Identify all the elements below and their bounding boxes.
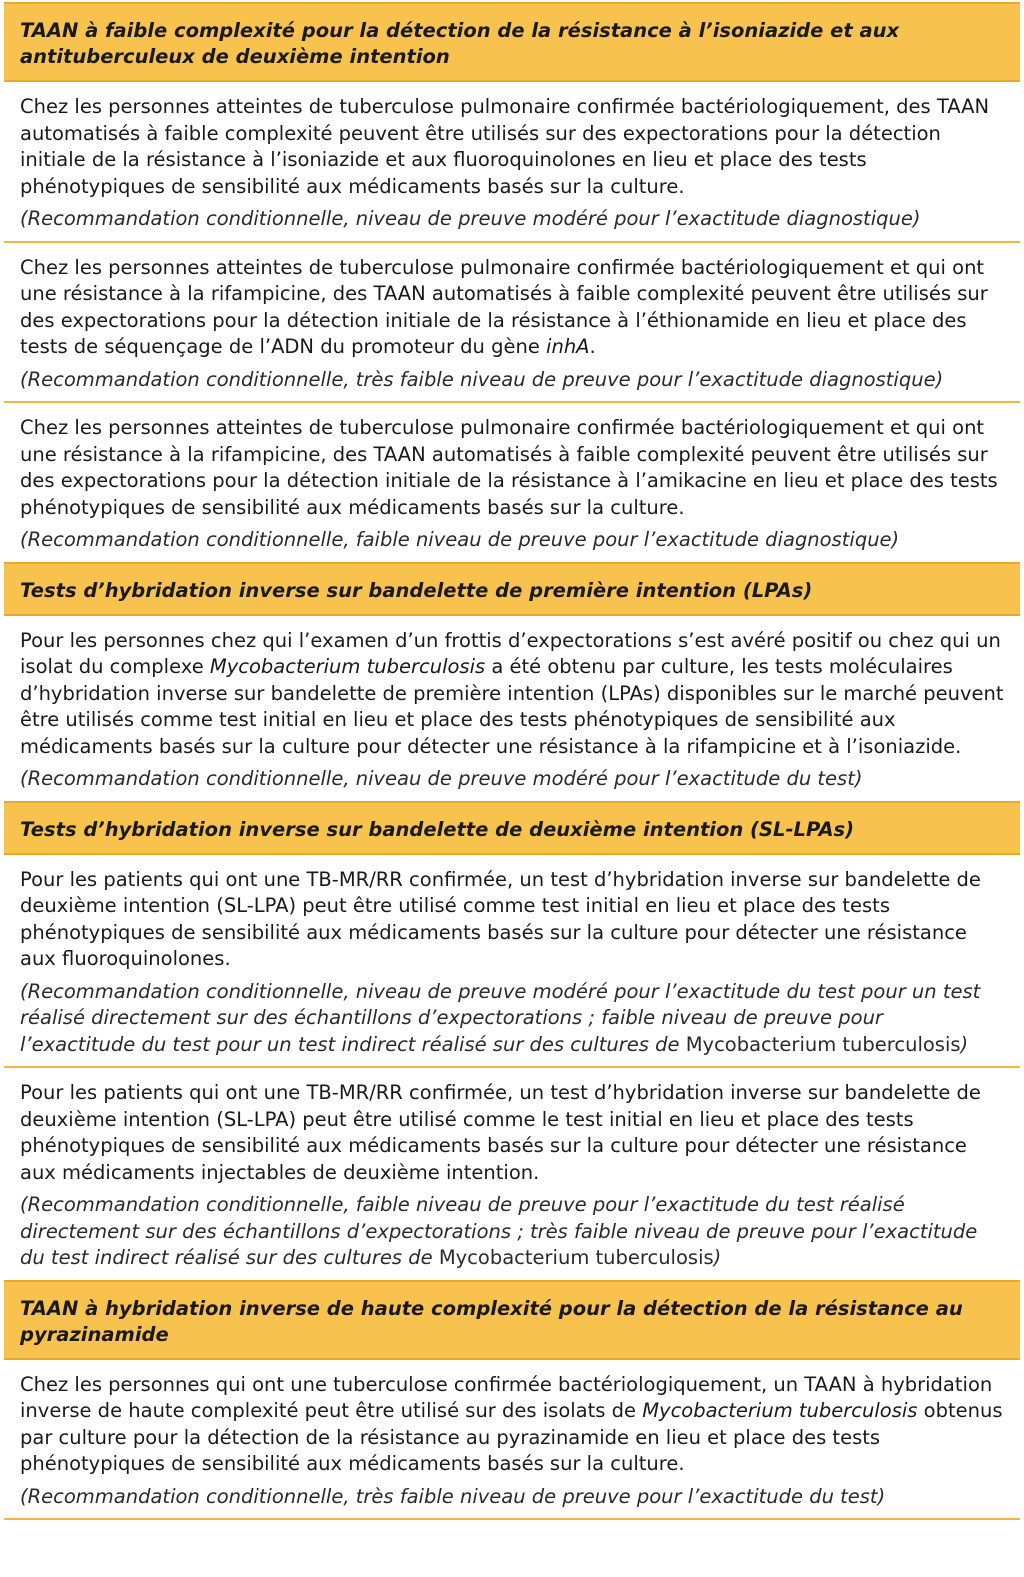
recommendation-note: (Recommandation conditionnelle, faible niveau de preuve pour l’exactitude diagnostique) [20, 528, 900, 551]
species-name: Mycobacterium tuberculosis [685, 1032, 961, 1056]
recommendation-text: Chez les personnes atteintes de tuberculose pulmonaire confirmée bactériologiquement, des TAAN automatisés à faible complexité peuvent être utilisés sur des expectorations pour la détection initiale de la résistance à l’isoniazide et aux fluoroquinolones en lieu et place des tests phénotypiques de sensibilité aux médicaments basés sur la culture. [20, 95, 990, 198]
section-header: Tests d’hybridation inverse sur bandelette de deuxième intention (SL-LPAs) [4, 801, 1020, 855]
recommendations-document [4, 2, 1020, 1520]
recommendation-note: (Recommandation conditionnelle, très faible niveau de preuve pour l’exactitude diagnostique) [20, 367, 944, 391]
text-part: Pour les personnes chez qui l’examen d’un frottis d’expectorations s’est avéré positif ou chez qui un isolat du complexe [20, 628, 1001, 678]
section-header: TAAN à hybridation inverse de haute complexité pour la détection de la résistance au pyrazinamide [4, 1280, 1020, 1360]
recommendation-note [20, 1192, 1004, 1272]
recommendation-note: (Recommandation conditionnelle, niveau de preuve modéré pour l’exactitude du test) [20, 767, 863, 790]
recommendation-note [20, 979, 1004, 1059]
gene-name: inhA [546, 335, 590, 358]
text-part: obtenus par culture pour la détection de la résistance au pyrazinamide en lieu et place des tests phénotypiques de sensibilité aux médicaments basés sur la culture. [20, 1399, 1003, 1475]
section-header: TAAN à faible complexité pour la détection de la résistance à l’isoniazide et aux antituberculeux de deuxième intention [4, 2, 1020, 82]
recommendation-text [20, 628, 1004, 761]
note-part: ) [960, 1032, 969, 1056]
recommendation [4, 616, 1020, 801]
recommendation [4, 855, 1020, 1069]
text-part: Chez les personnes qui ont une tuberculose confirmée bactériologiquement, un TAAN à hybridation inverse de haute complexité peut être utilisé sur des isolats de [20, 1372, 993, 1422]
recommendation-text [20, 255, 1004, 361]
species-name: Mycobacterium tuberculosis [209, 655, 486, 678]
note-part: ) [713, 1246, 722, 1269]
recommendation [4, 1068, 1020, 1280]
recommendation [4, 243, 1020, 404]
species-name: Mycobacterium tuberculosis [438, 1246, 714, 1269]
recommendation-text: Pour les patients qui ont une TB-MR/RR confirmée, un test d’hybridation inverse sur bandelette de deuxième intention (SL-LPA) peut être utilisé comme le test initial en lieu et place des tests phénotypiques de sensibilité aux médicaments basés sur la culture pour détecter une résistance aux médicaments injectables de deuxième intention. [20, 1081, 981, 1184]
recommendation-text: Chez les personnes atteintes de tuberculose pulmonaire confirmée bactériologiquement et qui ont une résistance à la rifampicine, des TAAN automatisés à faible complexité peuvent être utilisés sur des expectorations pour la détection initiale de la résistance à l’amikacine en lieu et place des tests phénotypiques de sensibilité aux médicaments basés sur la culture. [20, 416, 998, 519]
recommendation-note: (Recommandation conditionnelle, niveau de preuve modéré pour l’exactitude diagnostique) [20, 207, 921, 230]
text-part: Chez les personnes atteintes de tuberculose pulmonaire confirmée bactériologiquement et qui ont une résistance à la rifampicine, des TAAN automatisés à faible complexité peuvent être utilisés sur des expectorations pour la détection initiale de la résistance à l’éthionamide en lieu et place des tests de séquençage de l’ADN du promoteur du gène [20, 255, 988, 358]
text-part: . [589, 335, 596, 358]
recommendation-text: Pour les patients qui ont une TB-MR/RR confirmée, un test d’hybridation inverse sur bandelette de deuxième intention (SL-LPA) peut être utilisé comme test initial en lieu et place des tests phénotypiques de sensibilité aux médicaments basés sur la culture pour détecter une résistance aux fluoroquinolones. [20, 867, 981, 970]
note-part: (Recommandation conditionnelle, niveau de preuve modéré pour l’exactitude du test pour un test réalisé directement sur des échantillons d’expectorations ; faible niveau de preuve pour l’exactitude du test pour un test indirect réalisé sur des cultures de [20, 979, 981, 1056]
species-name: Mycobacterium tuberculosis [642, 1399, 918, 1422]
recommendation [4, 403, 1020, 562]
note-part: (Recommandation conditionnelle, faible niveau de preuve pour l’exactitude du test réalisé directement sur des échantillons d’expectorations ; très faible niveau de preuve pour l’exactitude du test indirect réalisé sur des cultures de [20, 1193, 978, 1269]
recommendation-text [20, 1372, 1004, 1478]
section-header: Tests d’hybridation inverse sur bandelette de première intention (LPAs) [4, 562, 1020, 616]
recommendation [4, 82, 1020, 243]
recommendation [4, 1360, 1020, 1521]
recommendation-note: (Recommandation conditionnelle, très faible niveau de preuve pour l’exactitude du test) [20, 1484, 886, 1508]
text-part: a été obtenu par culture, les tests moléculaires d’hybridation inverse sur bandelette de première intention (LPAs) disponibles sur le marché peuvent être utilisés comme test initial en lieu et place des tests phénotypiques de sensibilité aux médicaments basés sur la culture pour détecter une résistance à la rifampicine et à l’isoniazide. [20, 655, 1004, 758]
